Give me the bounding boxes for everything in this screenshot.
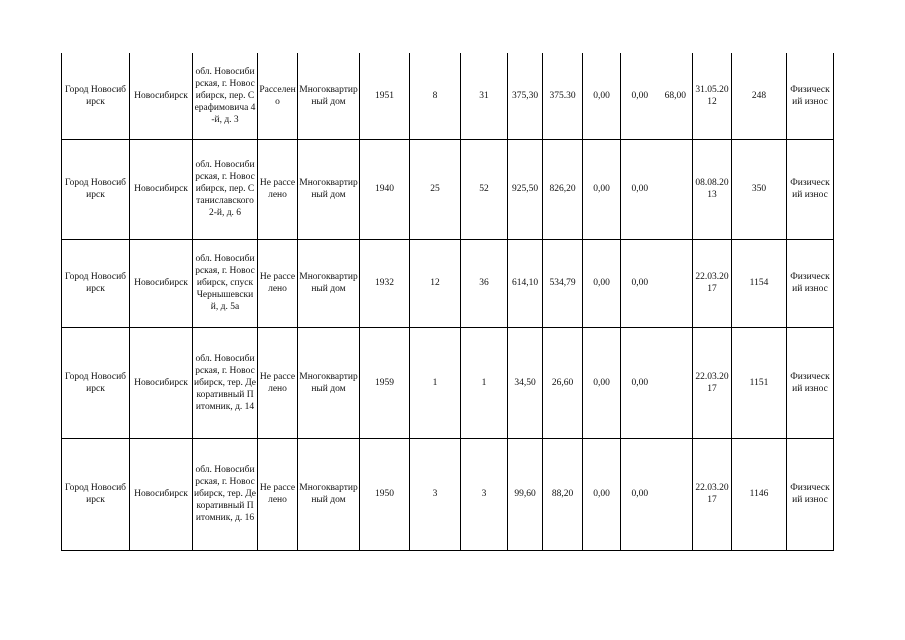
area-total-cell-text: 614,10 (511, 278, 539, 288)
value-a-cell (583, 53, 621, 139)
table-row (62, 53, 834, 139)
value-b-cell (621, 438, 659, 550)
housing-registry-table (61, 53, 834, 551)
date-cell-text: 31.05.2012 (695, 84, 729, 107)
address-cell (193, 53, 258, 139)
year-cell-text: 1951 (375, 90, 394, 101)
reason-cell-text: Физический износ (790, 178, 830, 200)
year-cell-text: 1950 (375, 489, 394, 499)
year-cell-text: 1940 (375, 184, 394, 194)
year-cell-text: 1959 (375, 377, 394, 388)
number-cell-text: 350 (751, 184, 767, 194)
reason-cell (787, 239, 834, 327)
number-cell-text: 1151 (749, 377, 769, 388)
date-cell (693, 438, 732, 550)
date-cell-text: 22.03.2017 (695, 272, 729, 294)
value-b-cell (621, 53, 659, 139)
reason-cell-text: Физический износ (790, 483, 830, 505)
reason-cell-text: Физический износ (790, 84, 830, 107)
value-a-cell-text: 0,00 (593, 489, 610, 499)
locality-cell (62, 438, 130, 550)
house-type-cell-text: Многоквартирный дом (299, 178, 358, 200)
status-cell (258, 239, 298, 327)
district-cell-text: Новосибирск (134, 278, 188, 288)
number-cell-text: 248 (751, 90, 767, 101)
table-row (62, 239, 834, 327)
district-cell (130, 139, 193, 239)
year-cell (360, 327, 410, 438)
address-cell-text: обл. Новосибирская, г. Новосибирск, тер. Декоративный Питомник, д. 16 (194, 465, 257, 523)
area-living-cell (543, 239, 583, 327)
value-a-cell (583, 327, 621, 438)
number-cell (732, 327, 787, 438)
district-cell (130, 438, 193, 550)
district-cell-text: Новосибирск (134, 184, 188, 194)
value-b-cell (621, 239, 659, 327)
value-a-cell-text: 0,00 (593, 90, 610, 101)
table-row (62, 438, 834, 550)
house-type-cell-text: Многоквартирный дом (299, 84, 358, 107)
house-type-cell (298, 139, 360, 239)
district-cell (130, 239, 193, 327)
apartments-cell-text: 52 (479, 184, 489, 194)
apartments-cell-text: 1 (481, 377, 487, 388)
reason-cell-text: Физический износ (790, 272, 830, 294)
locality-cell (62, 53, 130, 139)
address-cell (193, 327, 258, 438)
address-cell-text: обл. Новосибирская, г. Новосибирск, пер. Серафимовича 4-й, д. 3 (194, 66, 256, 125)
area-living-cell (543, 139, 583, 239)
area-total-cell-text: 99,60 (514, 489, 536, 499)
value-c-cell (659, 139, 693, 239)
residents-cell (410, 53, 461, 139)
district-cell-text: Новосибирск (134, 90, 188, 101)
address-cell-text: обл. Новосибирская, г. Новосибирск, пер. Станиславского 2-й, д. 6 (195, 160, 255, 218)
number-cell (732, 239, 787, 327)
status-cell-text: Расселено (259, 84, 296, 107)
area-total-cell (508, 239, 543, 327)
apartments-cell-text: 36 (479, 278, 489, 288)
value-c-cell-text: 68,00 (664, 90, 686, 101)
value-a-cell-text: 0,00 (593, 377, 610, 388)
apartments-cell (461, 53, 508, 139)
value-b-cell (621, 327, 659, 438)
residents-cell-text: 25 (430, 184, 440, 194)
area-total-cell-text: 34,50 (514, 377, 536, 388)
area-living-cell (543, 53, 583, 139)
apartments-cell (461, 239, 508, 327)
locality-cell (62, 239, 130, 327)
value-a-cell-text: 0,00 (593, 184, 610, 194)
area-total-cell (508, 53, 543, 139)
address-cell (193, 139, 258, 239)
status-cell-text: Не расселено (259, 483, 296, 505)
area-living-cell-text: 534,79 (549, 278, 576, 288)
area-living-cell-text: 88,20 (551, 489, 574, 499)
area-total-cell-text: 375,30 (511, 90, 539, 101)
registry-body (62, 53, 834, 550)
address-cell (193, 239, 258, 327)
residents-cell-text: 1 (432, 377, 438, 388)
year-cell (360, 139, 410, 239)
status-cell-text: Не расселено (259, 178, 296, 200)
date-cell-text: 22.03.2017 (695, 371, 729, 394)
area-living-cell-text: 826,20 (549, 184, 576, 194)
house-type-cell (298, 327, 360, 438)
apartments-cell (461, 327, 508, 438)
number-cell (732, 53, 787, 139)
residents-cell-text: 8 (432, 90, 438, 101)
date-cell (693, 327, 732, 438)
date-cell (693, 239, 732, 327)
date-cell-text: 22.03.2017 (695, 483, 729, 505)
address-cell-text: обл. Новосибирская, г. Новосибирск, тер. Декоративный Питомник, д. 14 (194, 353, 257, 412)
residents-cell (410, 139, 461, 239)
district-cell (130, 53, 193, 139)
locality-cell-text: Город Новосибирск (65, 371, 126, 394)
year-cell-text: 1932 (375, 278, 394, 288)
number-cell-text: 1146 (749, 489, 769, 499)
area-total-cell-text: 925,50 (511, 184, 539, 194)
district-cell-text: Новосибирск (134, 489, 188, 499)
date-cell (693, 53, 732, 139)
date-cell-text: 08.08.2013 (695, 178, 729, 200)
residents-cell (410, 438, 461, 550)
locality-cell-text: Город Новосибирск (65, 483, 126, 505)
area-total-cell (508, 438, 543, 550)
reason-cell (787, 139, 834, 239)
number-cell (732, 438, 787, 550)
house-type-cell (298, 239, 360, 327)
house-type-cell-text: Многоквартирный дом (299, 483, 358, 505)
district-cell-text: Новосибирск (134, 377, 188, 388)
locality-cell (62, 327, 130, 438)
year-cell (360, 438, 410, 550)
apartments-cell (461, 438, 508, 550)
apartments-cell (461, 139, 508, 239)
apartments-cell-text: 31 (479, 90, 489, 101)
date-cell (693, 139, 732, 239)
area-living-cell (543, 438, 583, 550)
value-b-cell-text: 0,00 (631, 184, 649, 194)
locality-cell-text: Город Новосибирск (65, 272, 126, 294)
year-cell (360, 53, 410, 139)
reason-cell-text: Физический износ (790, 371, 830, 394)
house-type-cell-text: Многоквартирный дом (299, 371, 358, 394)
locality-cell-text: Город Новосибирск (65, 84, 126, 107)
area-living-cell-text: 26,60 (551, 377, 574, 388)
house-type-cell (298, 438, 360, 550)
area-living-cell-text: 375.30 (549, 90, 576, 101)
reason-cell (787, 438, 834, 550)
reason-cell (787, 327, 834, 438)
status-cell-text: Не расселено (259, 272, 296, 294)
table-row (62, 139, 834, 239)
number-cell-text: 1154 (749, 278, 769, 288)
value-b-cell-text: 0,00 (631, 377, 649, 388)
number-cell (732, 139, 787, 239)
status-cell-text: Не расселено (259, 371, 296, 394)
value-a-cell (583, 438, 621, 550)
address-cell-text: обл. Новосибирская, г. Новосибирск, спуск Чернышевский, д. 5а (195, 254, 255, 312)
value-b-cell (621, 139, 659, 239)
residents-cell (410, 239, 461, 327)
area-total-cell (508, 327, 543, 438)
locality-cell-text: Город Новосибирск (65, 178, 126, 200)
status-cell (258, 327, 298, 438)
value-c-cell (659, 239, 693, 327)
status-cell (258, 438, 298, 550)
locality-cell (62, 139, 130, 239)
residents-cell (410, 327, 461, 438)
district-cell (130, 327, 193, 438)
value-c-cell (659, 438, 693, 550)
reason-cell (787, 53, 834, 139)
value-c-cell (659, 327, 693, 438)
residents-cell-text: 12 (430, 278, 440, 288)
status-cell (258, 53, 298, 139)
table-row (62, 327, 834, 438)
year-cell (360, 239, 410, 327)
value-a-cell (583, 239, 621, 327)
house-type-cell (298, 53, 360, 139)
area-total-cell (508, 139, 543, 239)
apartments-cell-text: 3 (481, 489, 487, 499)
value-c-cell (659, 53, 693, 139)
status-cell (258, 139, 298, 239)
house-type-cell-text: Многоквартирный дом (299, 272, 358, 294)
value-a-cell (583, 139, 621, 239)
value-a-cell-text: 0,00 (593, 278, 610, 288)
residents-cell-text: 3 (432, 489, 438, 499)
area-living-cell (543, 327, 583, 438)
value-b-cell-text: 0,00 (631, 489, 649, 499)
value-b-cell-text: 0,00 (631, 90, 649, 101)
value-b-cell-text: 0,00 (631, 278, 649, 288)
address-cell (193, 438, 258, 550)
